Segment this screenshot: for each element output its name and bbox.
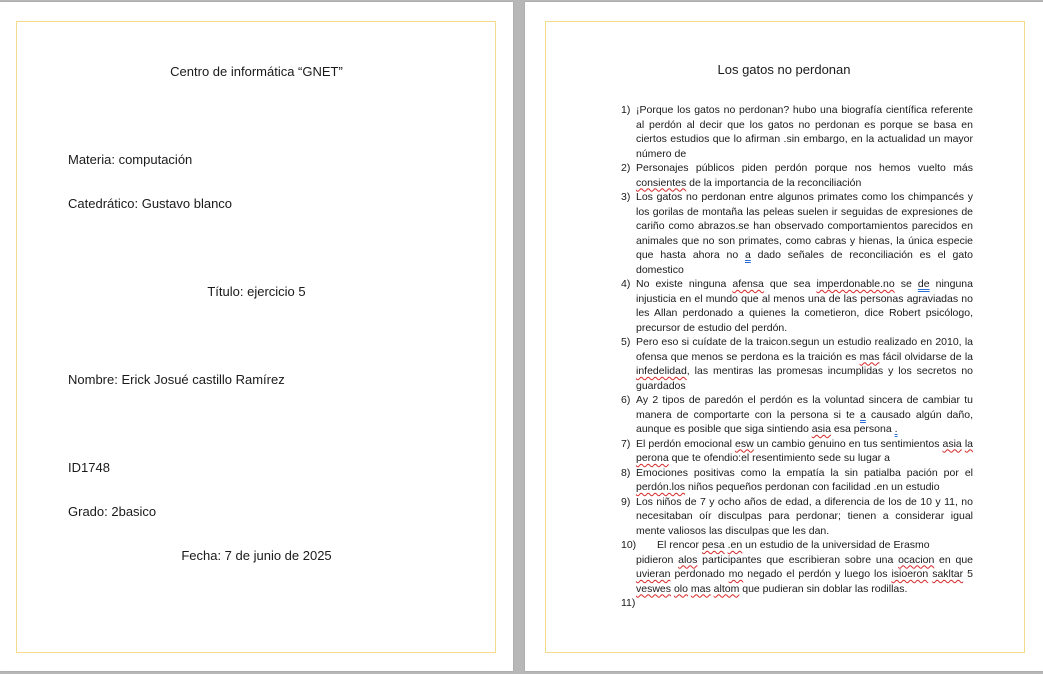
list-item: 2) Personajes públicos piden perdón porque nos hemos vuelto más consientes de la importancia de la reconciliación — [621, 162, 973, 189]
student-id: ID1748 — [68, 460, 110, 475]
spelling-error: uvieran — [636, 568, 671, 580]
list-item: 8) Emociones positivas como la empatía la sin patialba pación por el perdón.los niños pequeños perdonan con facilidad .en un estudio — [621, 466, 973, 493]
grade-line: Grado: 2basico — [68, 504, 157, 519]
institution-heading: Centro de informática “GNET” — [170, 64, 343, 79]
spelling-error: afensa — [732, 278, 764, 290]
spelling-error: isioeron — [891, 568, 929, 580]
student-name: Nombre: Erick Josué castillo Ramírez — [68, 372, 285, 387]
list-item: 9) Los niños de 7 y ocho años de edad, a diferencia de los de 10 y 11, no necesitaban oír disculpas para perdonar; tienen a considerar igual mente valiosos las disculpas que les dan. — [621, 495, 973, 537]
list-item: 3) Los gatos no perdonan entre algunos primates como los chimpancés y los gorilas de montaña las peleas suelen ir seguidas de expresiones de cariño como abrazos.se han observado comportamientos parecidos en animales que no son primates, como cabras y hienas, la única especie que hasta ahora no a dado señales de reconciliación es el gato domestico — [621, 191, 973, 276]
grammar-error: de — [917, 278, 930, 290]
cover-page — [0, 2, 513, 671]
essay-title: Los gatos no perdonan — [717, 62, 851, 77]
spelling-error: asia — [811, 423, 831, 435]
list-item: 6) Ay 2 tipos de paredón el perdón es la voluntad sincera de cambiar tu manera de comportarte con la persona si te a causado algún daño, aunque es posible que siga sintiendo asia esa persona . — [621, 394, 973, 435]
spelling-error: .en — [727, 539, 743, 551]
essay-list: 1) ¡Porque los gatos no perdonan? hubo una biografía científica referente al perdón al decir que los gatos no perdonan es porque se basa en ciertos estudios que lo afirman .sin embargo, en la actualidad un mayor número de 2) Personajes públicos piden perdón porque nos hemos vuelto más consientes de la importancia de la reconciliación 3) Los gatos no perdonan entre algunos primates como los chimpancés y los gorilas de montaña las peleas suelen ir seguidas de expresiones de cariño como abrazos.se han observado comportamientos parecidos en animales que no son primates, como cabras y hienas, la única especie que hasta ahora no a dado señales de reconciliación es el gato domestico 4) No existe ninguna afensa que sea imperdonable.no se de ninguna injusticia en el mundo que al menos una de las personas agraviadas no les Allan perdonado a quienes la cometieron, dice Robert psicólogo, precursor de estudio del perdón. 5) Pero eso si cuídate de la traicon.segun un estudio realizado en 2010, la ofensa que menos se perdona es la traición es mas fácil olvidarse de la infedelidad, las mentiras las promesas incumplidas y los secretos no guardados 6) Ay 2 tipos de paredón el perdón es la voluntad sincera de cambiar tu manera de comportarte con la persona si te a causado algún daño, aunque es posible que siga sintiendo asia esa persona . 7) El perdón emocional esw un cambio genuino en tus sentimientos asia la perona que te ofendio:el resentimiento sede su lugar a 8) Emociones positivas como la empatía la sin patialba pación por el perdón.los niños pequeños perdonan con facilidad .en un estudio 9) Los niños de 7 y ocho años de edad, a diferencia de los de 10 y 11, no necesitaban oír disculpas para perdonar; tienen a considerar igual mente valiosos las disculpas que les dan. 10) El rencor pesa .en un estudio de la universidad de Erasmo pidieron alos participantes que escribieran sobre una ocacion en que uvieran perdonado mo negado el perdón y luego los isioeron sakltar 5 veswes olo mas altom que pudieran sin doblar las rodillas. 11) — [621, 104, 974, 609]
spelling-error: mas — [690, 582, 711, 595]
spelling-error: infedelidad — [636, 365, 687, 377]
spelling-error: alos — [678, 553, 698, 566]
spelling-error: la perona — [636, 437, 973, 464]
grammar-error: a — [744, 249, 751, 261]
list-item: 4) No existe ninguna afensa que sea imperdonable.no se de ninguna injusticia en el mundo que al menos una de las personas agraviadas no les Allan perdonado a quienes la cometieron, dice Robert psicólogo, precursor de estudio del perdón. — [621, 278, 973, 334]
spelling-error: pesa — [701, 539, 725, 551]
spelling-error: mas — [859, 350, 880, 363]
spelling-error: mo — [728, 568, 744, 580]
spelling-error: perdón.los — [636, 481, 686, 493]
spelling-error: sakltar — [932, 568, 964, 580]
spelling-error: veswes — [636, 582, 672, 595]
subject-line: Materia: computación — [68, 152, 193, 167]
spelling-error: olo — [673, 582, 688, 595]
list-item: 1) ¡Porque los gatos no perdonan? hubo una biografía científica referente al perdón al decir que los gatos no perdonan es porque se basa en ciertos estudios que lo afirman .sin embargo, en la actualidad un mayor número de — [621, 104, 973, 160]
spelling-error: ocacion — [898, 553, 935, 566]
date-line: Fecha: 7 de junio de 2025 — [181, 548, 332, 563]
spelling-error: imperdonable.no — [816, 278, 895, 290]
professor-line: Catedrático: Gustavo blanco — [68, 196, 233, 211]
essay-page — [525, 2, 1043, 671]
spelling-error: consientes — [636, 176, 687, 189]
list-item: 5) Pero eso si cuídate de la traicon.segun un estudio realizado en 2010, la ofensa que menos se perdona es la traición es mas fácil olvidarse de la infedelidad, las mentiras las promesas incumplidas y los secretos no guardados — [621, 336, 974, 392]
list-item: 10) El rencor pesa .en un estudio de la universidad de Erasmo pidieron alos participantes que escribieran sobre una ocacion en que uvieran perdonado mo negado el perdón y luego los isioeron sakltar 5 veswes olo mas altom que pudieran sin doblar las rodillas. — [621, 539, 973, 595]
spelling-error: esw — [735, 437, 754, 450]
grammar-error: . — [894, 423, 898, 435]
spelling-error: altom — [713, 582, 740, 595]
spelling-error: asia — [942, 437, 962, 450]
assignment-title: Título: ejercicio 5 — [207, 284, 306, 299]
list-item: 7) El perdón emocional esw un cambio genuino en tus sentimientos asia la perona que te ofendio:el resentimiento sede su lugar a — [621, 437, 973, 464]
grammar-error: a — [860, 408, 866, 421]
